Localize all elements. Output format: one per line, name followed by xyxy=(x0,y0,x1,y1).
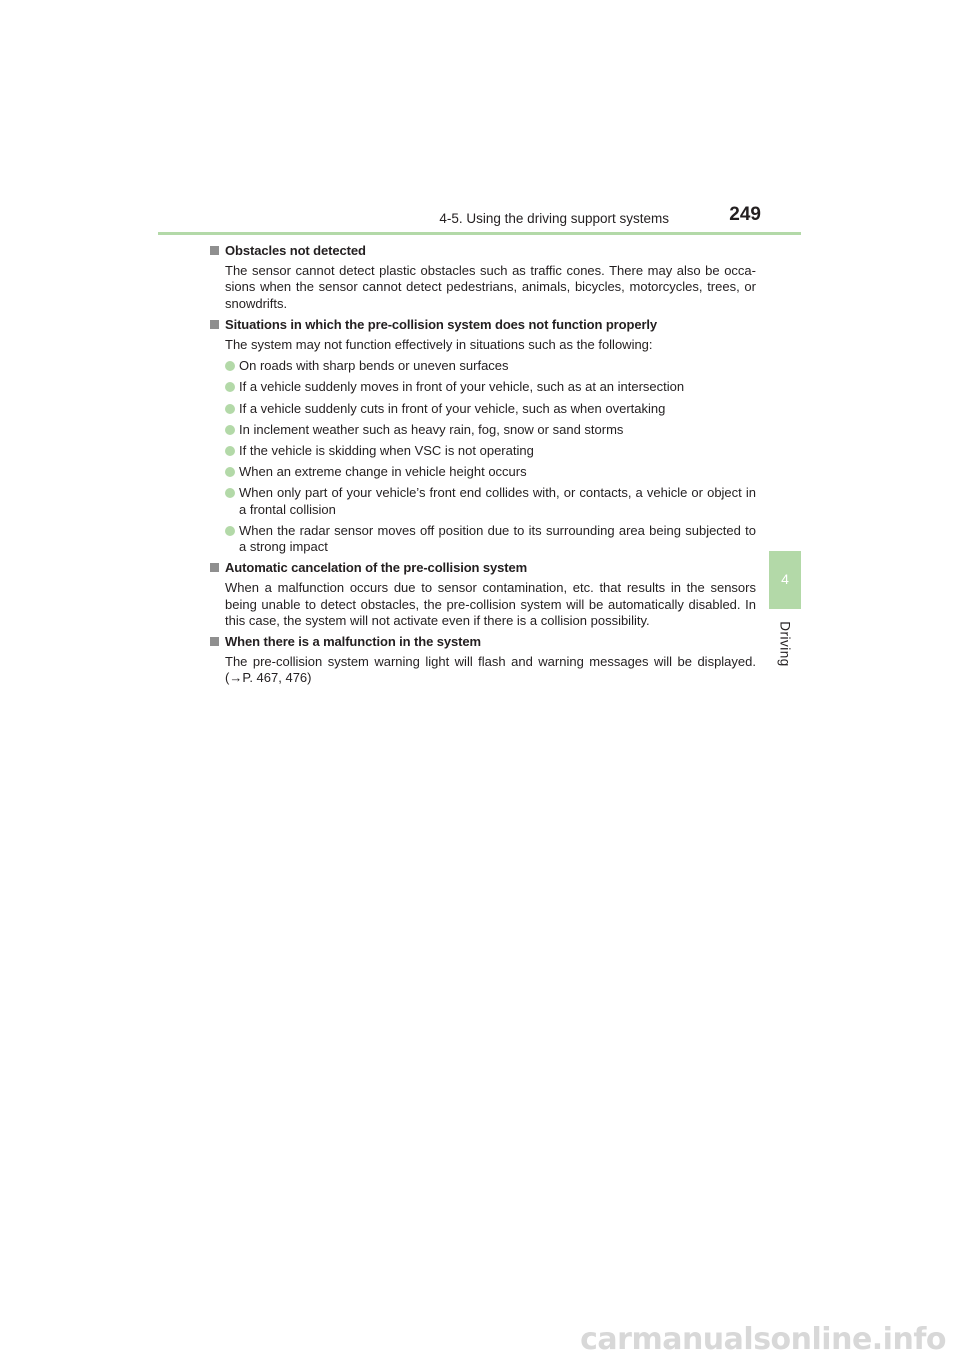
list-item-text: If a vehicle suddenly moves in front of your vehicle, such as at an intersection xyxy=(239,379,685,395)
circle-bullet-icon xyxy=(225,382,235,392)
section-automatic-cancelation xyxy=(210,560,756,629)
list-item xyxy=(225,358,756,374)
circle-bullet-icon xyxy=(225,526,235,536)
section-heading-text: Automatic cancelation of the pre-collision system xyxy=(225,560,528,576)
header-rule xyxy=(158,232,801,235)
list-item xyxy=(225,485,756,517)
chapter-label: Driving xyxy=(777,621,793,667)
section-situations-not-functioning xyxy=(210,317,756,555)
section-heading xyxy=(210,243,756,259)
list-item xyxy=(225,523,756,555)
section-heading xyxy=(210,560,756,576)
section-paragraph: The system may not function effectively in situations such as the following: xyxy=(225,337,653,353)
section-obstacles-not-detected xyxy=(210,243,756,312)
circle-bullet-icon xyxy=(225,404,235,414)
list-item xyxy=(225,464,756,480)
section-paragraph: The sensor cannot detect plastic obstacles such as traffic cones. There may also be occa-sions when the sensor cannot detect pedestrians, animals, bicycles, motorcycles, trees, or snowdrifts. xyxy=(225,263,756,311)
list-item-text: On roads with sharp bends or uneven surfaces xyxy=(239,358,509,374)
section-heading-text: When there is a malfunction in the system xyxy=(225,634,481,650)
page-number: 249 xyxy=(729,204,761,225)
section-paragraph: When a malfunction occurs due to sensor contamination, etc. that results in the sensors being unable to detect obstacles, the pre-collision system will be automatically disabled. In this case, the system will not activate even if there is a collision possibility. xyxy=(225,580,756,628)
list-item-text: If a vehicle suddenly cuts in front of your vehicle, such as when overtaking xyxy=(239,400,666,416)
watermark xyxy=(0,1318,960,1358)
section-malfunction xyxy=(210,634,756,687)
list-item-text: When only part of your vehicle’s front end collides with, or contacts, a vehicle or object in a frontal collision xyxy=(239,485,756,517)
section-title: 4-5. Using the driving support systems xyxy=(439,211,669,226)
circle-bullet-icon xyxy=(225,488,235,498)
chapter-number: 4 xyxy=(781,571,789,587)
list-item-text: If the vehicle is skidding when VSC is not operating xyxy=(239,443,534,459)
square-bullet-icon xyxy=(210,320,219,329)
list-item xyxy=(225,379,756,395)
situation-list xyxy=(210,358,756,555)
section-heading xyxy=(210,634,756,650)
square-bullet-icon xyxy=(210,563,219,572)
list-item xyxy=(225,443,756,459)
section-heading xyxy=(210,317,756,333)
list-item-text: In inclement weather such as heavy rain, fog, snow or sand storms xyxy=(239,421,624,437)
circle-bullet-icon xyxy=(225,361,235,371)
circle-bullet-icon xyxy=(225,467,235,477)
list-item-text: When the radar sensor moves off position due to its surrounding area being subjected to a strong impact xyxy=(239,522,756,555)
page-header xyxy=(158,204,801,232)
list-item xyxy=(225,401,756,417)
square-bullet-icon xyxy=(210,246,219,255)
chapter-tab xyxy=(769,551,801,609)
watermark-text: carmanualsonline.info xyxy=(580,1322,946,1357)
section-paragraph: The pre-collision system warning light will flash and warning messages will be displayed. (→P. 467, 476) xyxy=(225,654,756,686)
circle-bullet-icon xyxy=(225,425,235,435)
section-heading-text: Situations in which the pre-collision system does not function properly xyxy=(225,316,658,332)
section-heading-text: Obstacles not detected xyxy=(225,243,366,258)
square-bullet-icon xyxy=(210,637,219,646)
circle-bullet-icon xyxy=(225,446,235,456)
list-item xyxy=(225,422,756,438)
page-content xyxy=(210,243,756,692)
list-item-text: When an extreme change in vehicle height occurs xyxy=(239,464,527,480)
